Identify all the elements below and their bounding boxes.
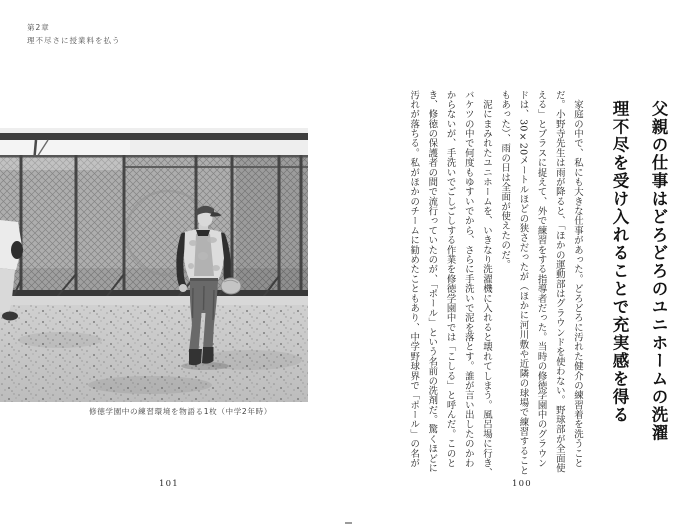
chapter-label: 第2章 (27, 23, 50, 32)
body-column: 泥にまみれたユニホームを、いきなり洗濯機に入れると壊れてしまう。風呂場に行き、 (480, 90, 492, 478)
body-column: 家庭の中で、私にも大きな仕事があった。どろどろに汚れた健介の練習着を洗うこと (572, 90, 583, 468)
photo-caption: 修徳学園中の練習環境を物語る1枚（中学2年時） (89, 407, 272, 416)
page-number-right: 100 (512, 479, 532, 489)
body-column: だ。小野寺先生は雨が降ると、「ほかの運動部はグラウンドを使わない。野球部が全面使 (553, 90, 565, 473)
body-column: バケツの中で何度もゆすいでから、さらに手洗いで泥を落とす。誰が言い出したのかわ (462, 90, 474, 468)
section-headline (600, 100, 678, 465)
practice-field-photo (0, 128, 308, 402)
practice-field-photo-art (0, 128, 308, 402)
body-column: 汚れが落ちる。私がほかのチームに勧めたこともあり、中学野球界で「ポール」の名が (408, 90, 420, 468)
photo-roof-beam (0, 133, 308, 140)
headline-line-1: 父親の仕事はどろどろのユニホームの洗濯 (649, 100, 668, 442)
body-column: える」とプラスに捉えて、外で練習をする指導者だった。当時の修徳学園中のグラウン (535, 90, 547, 468)
page-number-left: 101 (159, 479, 179, 489)
body-column: からないが、手洗いでごしごしする作業を修徳学園中では「こしる」と呼んだ。このと (444, 90, 456, 468)
photo-muddy-ground (0, 296, 308, 402)
chapter-title: 理不尽さに授業料を払う (27, 36, 121, 45)
body-column: き、修徳の保護者の間で流行っていたのが、「ポール」という名前の洗剤だ。驚くほどに (426, 90, 438, 473)
headline-line-2: 理不尽を受け入れることで充実感を得る (610, 100, 629, 424)
binding-mark (345, 522, 352, 524)
body-column: もあった）、雨の日は全面が使えたのだ。 (499, 90, 511, 270)
chapter-header (27, 21, 121, 47)
body-column: ドは、30×20メートルほどの狭さだったが（ほかに河川敷や近隣の球場で練習すること (517, 90, 529, 476)
body-text (404, 90, 586, 482)
photo-fence (0, 155, 308, 308)
